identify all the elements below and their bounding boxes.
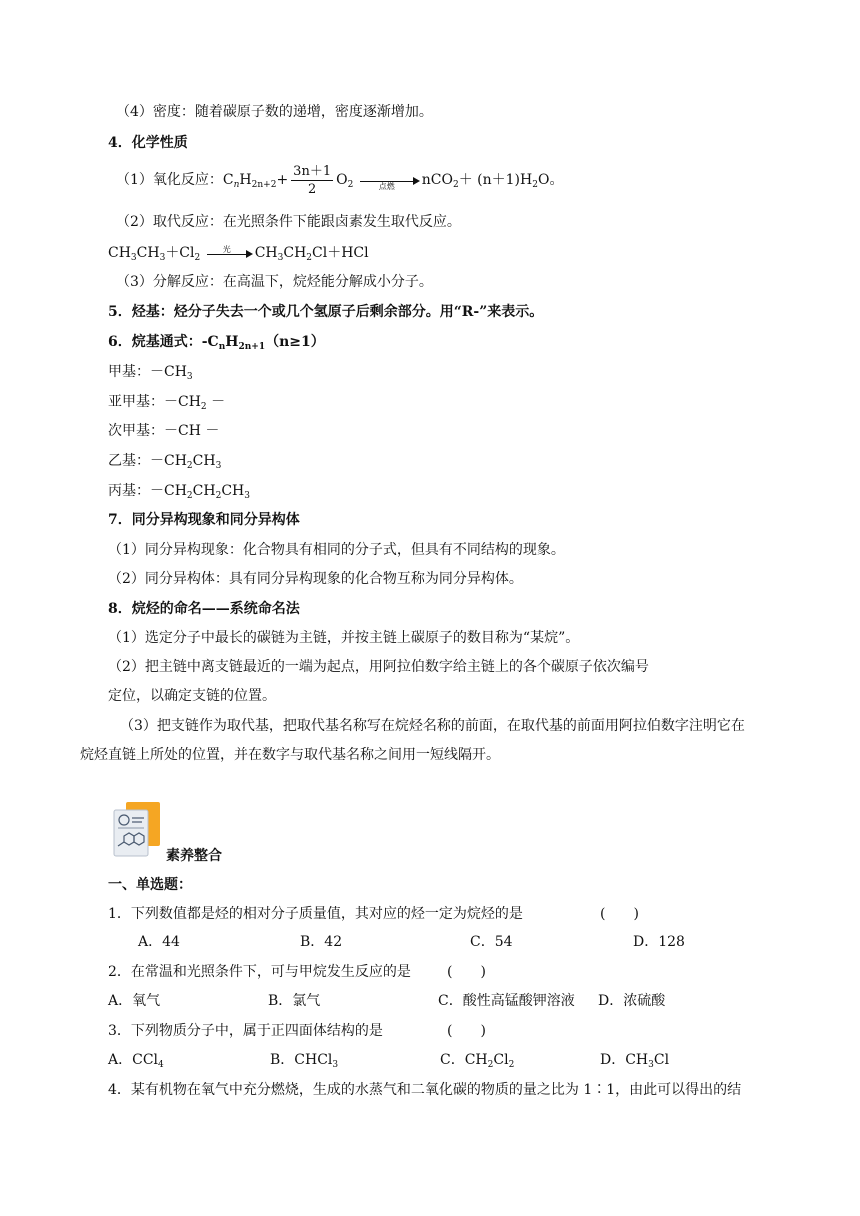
question-1-stem: 1．下列数值都是烃的相对分子质量值，其对应的烃一定为烷烃的是: [108, 906, 523, 922]
question-3-option-d[interactable]: D．$CH_3Cl$: [600, 1052, 670, 1070]
section-title: 素养整合: [166, 848, 222, 864]
question-2-stem: 2．在常温和光照条件下，可与甲烷发生反应的是: [108, 964, 411, 980]
question-2-option-b[interactable]: B．氯气: [268, 993, 321, 1009]
isomer-title: 7．同分异构现象和同分异构体: [108, 512, 300, 528]
naming-line-1: （1）选定分子中最长的碳链为主链，并按主链上碳原子的数目称为“某烷”。: [108, 630, 580, 646]
question-3-option-b[interactable]: B．CHCl$_3$: [270, 1052, 339, 1070]
reaction-arrow: 光: [207, 246, 253, 260]
document-molecule-icon: [112, 800, 164, 858]
substitution-text: （2）取代反应：在光照条件下能跟卤素发生取代反应。: [116, 214, 461, 230]
chem-title: 4．化学性质: [108, 135, 188, 151]
naming-line-2: （2）把主链中离支链最近的一端为起点，用阿拉伯数字给主链上的各个碳原子依次编号: [108, 659, 649, 675]
ethyl-line: 乙基：$-CH_2CH_3$: [108, 453, 222, 471]
section-subtitle: 一、单选题：: [108, 877, 192, 893]
hydrocarbyl-title: 5．烃基：烃分子失去一个或几个氢原子后剩余部分。用“R-”来表示。: [108, 304, 544, 320]
propyl-line: 丙基：$-CH_2CH_2CH_3$: [108, 483, 250, 501]
isomer-line-1: （1）同分异构现象：化合物具有相同的分子式，但具有不同结构的现象。: [108, 542, 565, 558]
question-1-answer-paren: ( ): [600, 906, 639, 922]
naming-line-4: （3）把支链作为取代基，把取代基名称写在烷烃名称的前面，在取代基的前面用阿拉伯数字注明它在: [120, 718, 745, 734]
question-3-answer-paren: ( ): [447, 1023, 486, 1039]
methylene-line: 亚甲基：$-CH_2$ －: [108, 394, 226, 412]
question-2-option-c[interactable]: C．酸性高锰酸钾溶液: [438, 993, 575, 1009]
methyl-line: 甲基：$-CH_3$: [108, 364, 193, 382]
question-2-answer-paren: ( ): [447, 964, 486, 980]
oxidation-equation: （1）氧化反应：$C_nH_{2n+2}+$ $\frac{3n+1}{2}$ $O_2$ 点燃 $nCO_2+ (n+1)H_2O$。: [116, 163, 564, 197]
isomer-line-2: （2）同分异构体：具有同分异构现象的化合物互称为同分异构体。: [108, 571, 523, 587]
coefficient-fraction: $\frac{3n+1}{2}$: [293, 163, 332, 197]
question-4-stem: 4．某有机物在氧气中充分燃烧，生成的水蒸气和二氧化碳的物质的量之比为 1∶1，由此可以得出的结: [108, 1082, 742, 1098]
methine-line: 次甲基：－CH －: [108, 423, 220, 439]
question-3-option-c[interactable]: C．$CH_2Cl_2$: [440, 1052, 515, 1070]
decomposition-text: （3）分解反应：在高温下，烷烃能分解成小分子。: [116, 274, 433, 290]
reaction-arrow: 点燃: [360, 173, 420, 187]
naming-line-5: 烷烃直链上所处的位置，并在数字与取代基名称之间用一短线隔开。: [80, 747, 500, 763]
question-1-option-d[interactable]: D．128: [633, 934, 685, 950]
question-1-option-b[interactable]: B．42: [300, 934, 343, 950]
alkyl-formula-title: 6．烷基通式：$-C_nH_{2n+1}(n\ge 1)$: [108, 334, 325, 352]
naming-line-3: 定位，以确定支链的位置。: [108, 688, 276, 704]
question-1-option-a[interactable]: A．44: [138, 934, 180, 950]
question-3-option-a[interactable]: A．CCl$_4$: [108, 1052, 164, 1070]
question-1-option-c[interactable]: C．54: [470, 934, 513, 950]
substitution-equation: $CH_3CH_3+Cl_2$ 光 $CH_3CH_2Cl+HCl$: [108, 245, 369, 263]
question-3-stem: 3．下列物质分子中，属于正四面体结构的是: [108, 1023, 383, 1039]
naming-title: 8．烷烃的命名——系统命名法: [108, 601, 300, 617]
question-2-option-a[interactable]: A．氧气: [108, 993, 161, 1009]
question-2-option-d[interactable]: D．浓硫酸: [598, 993, 666, 1009]
density-line: （4）密度：随着碳原子数的递增，密度逐渐增加。: [116, 104, 433, 120]
